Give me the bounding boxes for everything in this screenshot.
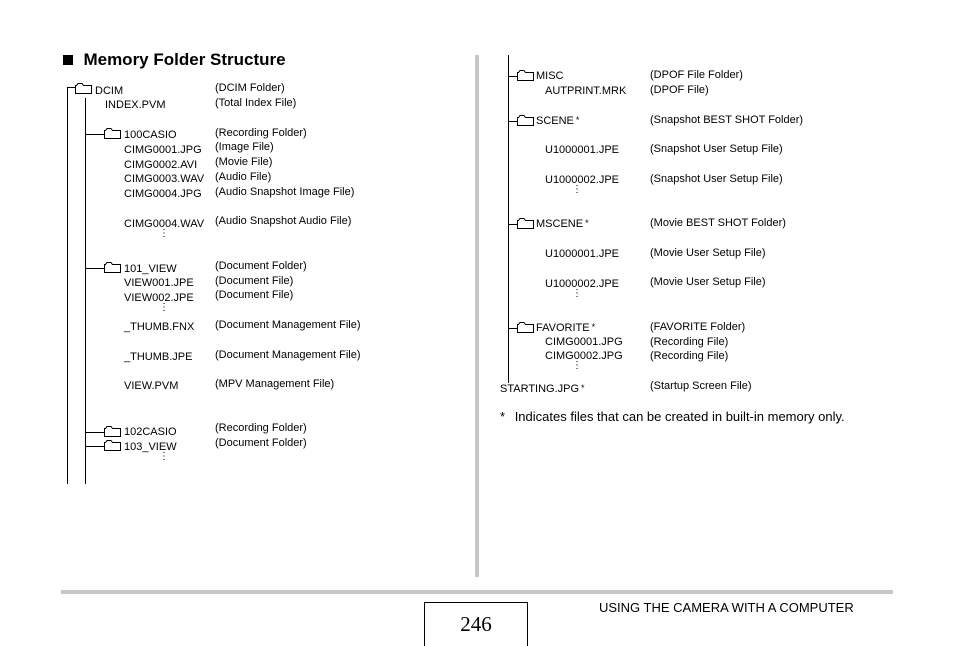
folder-icon <box>517 322 534 333</box>
asterisk-mark: * <box>575 115 580 125</box>
starting-file-name <box>500 383 585 395</box>
file-desc: (Movie User Setup File) <box>650 276 766 288</box>
file-name: CIMG0001.JPG <box>545 336 623 348</box>
folder-icon <box>104 440 121 451</box>
index-file-desc: (Total Index File) <box>215 97 297 109</box>
dcim-folder-desc: (DCIM Folder) <box>215 82 285 94</box>
page-number: 246 <box>424 602 528 646</box>
file-desc: (Snapshot User Setup File) <box>650 143 783 155</box>
section-title: USING THE CAMERA WITH A COMPUTER <box>599 600 854 615</box>
starting-file-label: STARTING.JPG <box>500 383 580 395</box>
section-heading <box>63 50 286 70</box>
folder-101view-name: 101_VIEW <box>124 263 177 275</box>
tree-branch-line <box>85 268 105 269</box>
folder-icon <box>517 70 534 81</box>
folder-mscene-desc: (Movie BEST SHOT Folder) <box>650 217 786 229</box>
folder-favorite-label: FAVORITE <box>536 322 590 334</box>
asterisk-mark: * <box>581 383 585 393</box>
folder-101view-desc: (Document Folder) <box>215 260 307 272</box>
folder-100casio-name: 100CASIO <box>124 129 177 141</box>
file-name: U1000002.JPE <box>545 174 619 186</box>
file-name: U1000002.JPE <box>545 278 619 290</box>
folder-favorite-desc: (FAVORITE Folder) <box>650 321 746 333</box>
file-name: CIMG0001.JPG <box>124 144 202 156</box>
starting-file-desc: (Startup Screen File) <box>650 380 752 392</box>
ellipsis-icon: ⋮ <box>572 184 582 195</box>
folder-scene-label: SCENE <box>536 115 574 127</box>
folder-mscene-label: MSCENE <box>536 218 584 230</box>
file-name: CIMG0003.WAV <box>124 173 205 185</box>
file-name: CIMG0004.JPG <box>124 188 202 200</box>
file-desc: (DPOF File) <box>650 84 709 96</box>
asterisk-mark: * <box>591 322 596 332</box>
index-file-name: INDEX.PVM <box>105 99 166 111</box>
file-desc: (Recording File) <box>650 350 729 362</box>
folder-103view-name: 103_VIEW <box>124 441 177 453</box>
file-name: U1000001.JPE <box>545 248 619 260</box>
column-divider <box>475 55 479 577</box>
folder-scene-name <box>536 115 579 127</box>
folder-scene-desc: (Snapshot BEST SHOT Folder) <box>650 114 804 126</box>
file-desc: (Audio Snapshot Image File) <box>215 186 355 198</box>
folder-103view-desc: (Document Folder) <box>215 437 307 449</box>
ellipsis-icon: ⋮ <box>159 228 169 239</box>
tree-branch-line <box>85 432 105 433</box>
dcim-folder-name: DCIM <box>95 85 124 97</box>
file-name: VIEW002.JPE <box>124 292 194 304</box>
ellipsis-icon: ⋮ <box>159 451 169 462</box>
footnote-mark: * <box>500 409 506 424</box>
file-name: AUTPRINT.MRK <box>545 85 627 97</box>
file-name: _THUMB.JPE <box>124 351 193 363</box>
file-desc: (Snapshot User Setup File) <box>650 173 783 185</box>
file-desc: (Audio File) <box>215 171 272 183</box>
ellipsis-icon: ⋮ <box>572 288 582 299</box>
folder-icon <box>517 218 534 229</box>
file-desc: (Document File) <box>215 275 294 287</box>
file-name: CIMG0004.WAV <box>124 218 205 230</box>
file-desc: (Image File) <box>215 141 274 153</box>
file-desc: (Audio Snapshot Audio File) <box>215 215 352 227</box>
folder-102casio-desc: (Recording Folder) <box>215 422 307 434</box>
dcim-trunk-line <box>85 98 86 484</box>
footer-rule <box>61 590 893 594</box>
file-desc: (Movie User Setup File) <box>650 247 766 259</box>
folder-100casio-desc: (Recording Folder) <box>215 127 307 139</box>
file-desc: (Document Management File) <box>215 349 361 361</box>
file-name: _THUMB.FNX <box>124 321 195 333</box>
file-desc: (Document Management File) <box>215 319 361 331</box>
ellipsis-icon: ⋮ <box>159 302 169 313</box>
asterisk-mark: * <box>585 218 589 228</box>
folder-icon <box>75 83 92 94</box>
file-name: CIMG0002.AVI <box>124 159 198 171</box>
file-name: VIEW001.JPE <box>124 277 194 289</box>
tree-branch-line <box>85 134 105 135</box>
file-desc: (Recording File) <box>650 336 729 348</box>
footnote <box>500 409 845 424</box>
heading-text: Memory Folder Structure <box>83 50 286 69</box>
folder-mscene-name <box>536 218 589 230</box>
ellipsis-icon: ⋮ <box>572 360 582 371</box>
right-trunk-line <box>508 55 509 383</box>
file-name: VIEW.PVM <box>124 380 179 392</box>
tree-branch-line <box>85 446 105 447</box>
file-desc: (Movie File) <box>215 156 273 168</box>
folder-102casio-name: 102CASIO <box>124 426 177 438</box>
file-desc: (Document File) <box>215 289 294 301</box>
folder-misc-desc: (DPOF File Folder) <box>650 69 743 81</box>
tree-trunk-line <box>67 87 68 484</box>
file-name: U1000001.JPE <box>545 144 619 156</box>
square-bullet-icon <box>63 55 73 65</box>
folder-icon <box>517 115 534 126</box>
folder-misc-name: MISC <box>536 70 564 82</box>
footnote-text: Indicates files that can be created in built-in memory only. <box>514 409 845 424</box>
file-name: CIMG0002.JPG <box>545 350 623 362</box>
folder-icon <box>104 262 121 273</box>
file-desc: (MPV Management File) <box>215 378 335 390</box>
folder-favorite-name <box>536 322 595 334</box>
folder-icon <box>104 426 121 437</box>
folder-icon <box>104 128 121 139</box>
